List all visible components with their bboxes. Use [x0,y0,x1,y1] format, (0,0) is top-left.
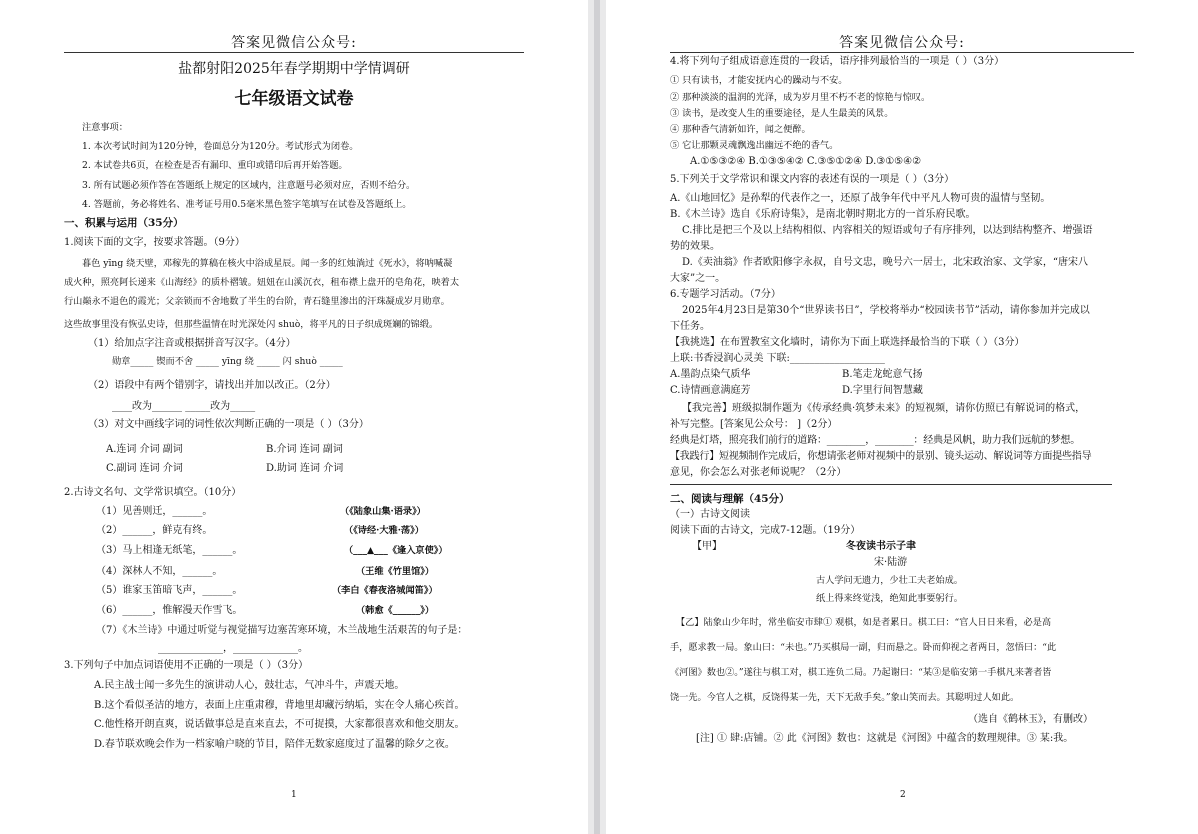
sentence-item: ② 那种淡淡的温润的光泽，成为岁月里不朽不老的惊艳与惊叹。 [670,92,931,103]
exam-subtitle: 盐都射阳2025年春学期期中学情调研 [178,61,410,77]
answer-blanks: ____改为______ _____改为_____ [112,401,256,412]
sentence-item: ③ 读书，是改变人生的重要途径，是人生最美的风景。 [670,108,894,119]
sentence-item: ⑤ 它让那颗灵魂飘逸出幽远不绝的香气。 [670,140,839,151]
section-heading: 一、积累与运用（35分） [64,217,184,229]
page-number: 1 [291,790,297,800]
fill-source: （韩愈《______》） [356,605,435,616]
option-a: A.民主战士闻一多先生的演讲动人心，鼓壮志，气冲斗牛，声震天地。 [94,680,405,691]
passage-line: 手，愿求教一局。象山曰：“未也。”乃买棋局一副，归而悬之。卧而仰视之者两日，忽悟曰：“此 [670,642,1057,653]
task-select: 【我挑选】在布置教室文化墙时，请你为下面上联选择最恰当的下联（ ）（3分） [670,337,1025,348]
passage-source: （选自《鹤林玉》，有删改） [968,714,1093,725]
sentence-item: ④ 那种香气清新如许，闻之便醉。 [670,124,811,135]
option-d: D.《卖油翁》作者欧阳修字永叔，自号文忠，晚号六一居士，北宋政治家、文学家，“唐宋八 [682,257,1088,268]
option-a: A.《山地回忆》是孙犁的代表作之一，还原了战争年代中平凡人物可贵的温情与坚韧。 [670,193,1051,204]
answer-blanks: 勋章_____ 锲而不舍 _____ yīng 绕 _____ 闪 shuò _____ [112,356,343,367]
fill-source: （___▲___《逢入京使》） [344,545,448,556]
poem-line: 纸上得来终觉浅，绝知此事要躬行。 [816,593,963,604]
fill-item: （1）见善则迁，______。 [96,506,213,517]
task-complete-cont: 补写完整。[答案见公众号： ]（2分） [670,419,838,430]
page-header: 答案见微信公众号: [64,32,524,53]
exam-page-2 [606,0,1198,834]
option-a: A.墨韵点染气质华 [670,369,751,380]
reading-instruction: 阅读下面的古诗文，完成7-12题。（19分） [670,525,861,536]
option-c: C.他性格开朗直爽，说话做事总是直来直去，不可捉摸，大家都很喜欢和他交朋友。 [94,719,465,730]
notice-line: 2. 本试卷共6页，在检查是否有漏印、重印或错印后再开始答题。 [82,160,348,171]
fill-item: （7）《木兰诗》中通过听觉与视觉描写边塞苦寒环境，木兰战地生活艰苦的句子是： [96,625,468,636]
answer-line [670,484,1112,485]
answer-blanks: 经典是灯塔，照亮我们前行的道路：________，________：经典是风帆，助力我们远航的梦想。 [670,435,1080,446]
fill-item: （2）______，鲜克有终。 [96,525,213,536]
fill-source: （李白《春夜洛城闻笛》） [332,585,438,596]
option-b: B.介词 连词 副词 [266,444,343,455]
option-c-cont: 势的效果。 [670,241,720,252]
task-intro: 2025年4月23日是第30个“世界读书日”，学校将举办“校园读书节”活动，请你参加并完成以 [682,305,1090,316]
page-gap [594,0,600,834]
poem-title: 冬夜读书示子聿 [846,541,916,552]
option-c: C.诗情画意满庭芳 [670,385,751,396]
fill-source: （《陆象山集·语录》） [340,506,426,517]
poem-line: 古人学问无遗力，少壮工夫老始成。 [816,575,963,586]
subsection-heading: （一）古诗文阅读 [670,509,750,520]
passage-line: 暮色 yīng 绕天壁，邓稼先的算稿在核火中浴成星辰。闻一多的红烛淌过《死水》，将呐喊凝 [82,258,453,269]
passage-line: 成火种，照亮阿长递来《山海经》的质朴褶皱。妞妞在山溪沉衣，租布襟上盘开的皂角花，映着太 [64,277,460,288]
task-practice-cont: 意见，你会怎么对张老师说呢？（2分） [670,467,847,478]
option-d: D.春节联欢晚会作为一档家喻户晓的节目，陪伴无数家庭度过了温馨的除夕之夜。 [94,739,455,750]
fill-source: （王维《竹里馆》） [356,566,435,577]
fill-item: （4）深林人不知，______。 [96,566,223,577]
task-intro-cont: 下任务。 [670,321,710,332]
question-1-1: （1）给加点字注音或根据拼音写汉字。（4分） [88,338,296,349]
annotation-note: [注] ① 肆:店铺。② 此《河图》数也：这就是《河图》中蕴含的数理规律。③ 某:我。 [696,733,1074,744]
task-complete: 【我完善】班级拟制作题为《传承经典·筑梦未来》的短视频，请你仿照已有解说词的格式， [682,403,1086,414]
notice-line: 3. 所有试题必须作答在答题纸上规定的区域内，注意题号必须对应，否则不给分。 [82,180,416,191]
option-b: B.笔走龙蛇意气扬 [842,369,923,380]
option-d: D.字里行间智慧藏 [842,385,923,396]
option-d: D.助词 连词 介词 [266,463,344,474]
notice-line: 1. 本次考试时间为120分钟，卷面总分为120分。考试形式为闭卷。 [82,141,359,152]
question-1: 1.阅读下面的文字，按要求答题。（9分） [64,237,245,248]
fill-source: （《诗经·大雅·荡》） [344,525,424,536]
fill-item: （3）马上相逢无纸笔，______。 [96,545,243,556]
options-row: A.①⑤③②④ B.①③⑤④② C.③⑤①②④ D.③①⑤④② [690,156,922,167]
option-a: A.连词 介词 副词 [106,444,183,455]
text-label-jia: 【甲】 [692,541,722,552]
question-1-3: （3）对文中画线字词的词性依次判断正确的一项是（ ）（3分） [88,419,369,430]
sentence-item: ① 只有读书，才能安抚内心的躁动与不安。 [670,75,848,86]
couplet-line: 上联:书香浸润心灵美 下联:___________________ [670,353,885,364]
page-number: 2 [900,790,906,800]
fill-item: （5）谁家玉笛暗飞声，______。 [96,585,243,596]
option-c: C.副词 连词 介词 [106,463,183,474]
poem-author: 宋·陆游 [874,557,908,568]
passage-line: 这些故事里没有恢弘史诗，但那些温情在时光深处闪 shuò，将平凡的日子织成斑斓的锦缎。 [64,319,439,330]
option-b: B.这个看似圣洁的地方，表面上庄重肃穆，背地里却藏污纳垢，实在令人痛心疾首。 [94,700,465,711]
question-4: 4.将下列句子组成语意连贯的一段话，语序排列最恰当的一项是（ ）（3分） [670,56,1005,67]
page-header: 答案见微信公众号: [670,32,1134,53]
exam-page-1 [0,0,588,834]
notice-heading: 注意事项： [82,122,128,133]
passage-line: 饶一先。今官人之棋，反饶得某一先，天下无敌手矣。”象山笑而去。其聪明过人如此。 [670,692,1020,703]
fill-item: （6）______，惟解漫天作雪飞。 [96,605,243,616]
option-c: C.排比是把三个及以上结构相似、内容相关的短语或句子有序排列，以达到结构整齐、增强语 [682,225,1093,236]
option-b: B.《木兰诗》选自《乐府诗集》，是南北朝时期北方的一首乐府民歌。 [670,209,976,220]
option-d-cont: 大家”之一。 [670,273,726,284]
answer-blanks: _____________，_____________。 [158,643,308,654]
question-5: 5.下列关于文学常识和课文内容的表述有误的一项是（ ）（3分） [670,174,955,185]
passage-line: 《河图》数也②。”遂往与棋工对，棋工连负二局。乃起谢曰：“某③是临安第一手棋凡来著者皆 [670,667,1052,678]
question-6: 6.专题学习活动。（7分） [670,289,781,300]
task-practice: 【我践行】短视频制作完成后，你想请张老师对视频中的景别、镜头运动、解说词等方面提些指导 [670,451,1092,462]
section-heading: 二、阅读与理解（45分） [670,493,790,505]
question-3: 3.下列句子中加点词语使用不正确的一项是（ ）（3分） [64,660,309,671]
passage-line: 行山巅永不退色的霞光；父亲锁而不舍地数了半生的台阶，青石缝里渗出的汗珠凝成岁月勋章。 [64,296,450,307]
notice-line: 4. 答题前，务必将姓名、准考证号用0.5毫米黑色签字笔填写在试卷及答题纸上。 [82,199,412,210]
question-2: 2.古诗文名句、文学常识填空。（10分） [64,487,242,498]
passage-line: 【乙】陆象山少年时，常坐临安市肆① 观棋，如是者累日。棋工曰：“官人日日来看，必是高 [676,617,1052,628]
question-1-2: （2）语段中有两个错别字，请找出并加以改正。（2分） [88,380,336,391]
exam-title: 七年级语文试卷 [234,89,354,109]
